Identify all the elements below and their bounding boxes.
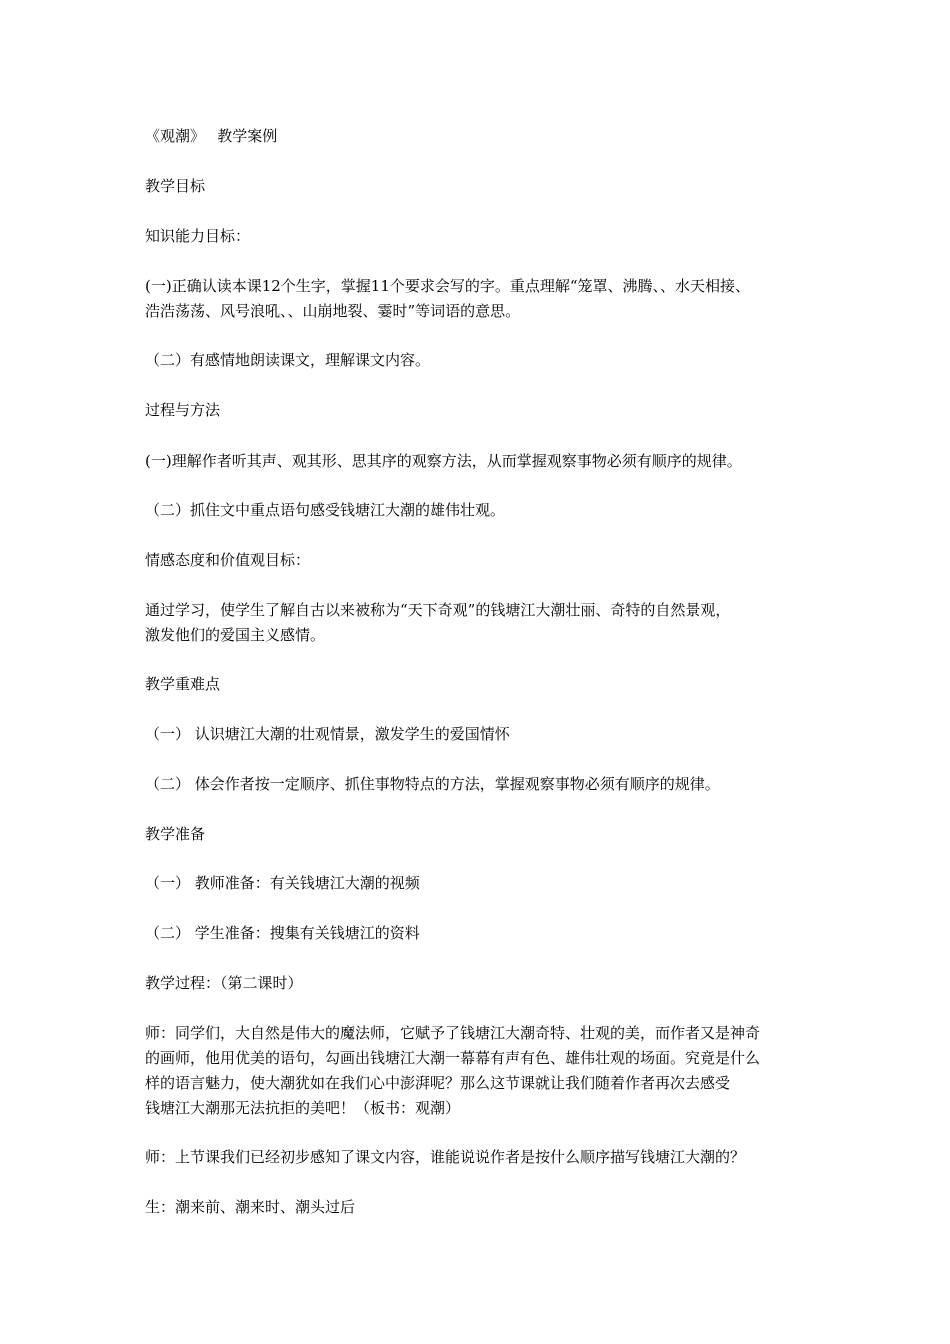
knowledge-item-2: （二）有感情地朗读课文，理解课文内容。 [145,351,431,369]
prep-heading: 教学准备 [145,825,206,843]
prep-item-2: （二） 学生准备：搜集有关钱塘江的资料 [145,924,420,942]
key-point-2: （二） 体会作者按一定顺序、抓住事物特点的方法，掌握观察事物必须有顺序的规律。 [145,775,720,793]
teacher-intro-line-2: 的画师，他用优美的语句，勾画出钱塘江大潮一幕幕有声有色、雄伟壮观的场面。究竟是什么 [145,1049,761,1067]
procedure-heading: 教学过程：（第二课时） [145,974,303,992]
process-heading: 过程与方法 [145,401,221,419]
objectives-heading: 教学目标 [145,177,206,195]
key-points-heading: 教学重难点 [145,675,221,693]
key-point-1: （一） 认识塘江大潮的壮观情景，激发学生的爱国情怀 [145,725,510,743]
knowledge-item-1-line-2: 浩浩荡荡、风号浪吼、、山崩地裂、霎时”等词语的意思。 [145,302,521,320]
prep-item-1: （一） 教师准备：有关钱塘江大潮的视频 [145,874,420,892]
process-item-2: （二）抓住文中重点语句感受钱塘江大潮的雄伟壮观。 [145,501,506,519]
teacher-intro-line-3: 样的语言魅力，使大潮犹如在我们心中澎湃呢？那么这节课就让我们随着作者再次去感受 [145,1074,731,1092]
emotion-text-line-1: 通过学习，使学生了解自古以来被称为“天下奇观”的钱塘江大潮壮丽、奇特的自然景观， [145,601,731,619]
emotion-text [145,598,810,648]
teacher-intro-line-1: 师：同学们，大自然是伟大的魔法师，它赋予了钱塘江大潮奇特、壮观的美，而作者又是神奇 [145,1024,761,1042]
teacher-intro [145,1021,810,1121]
knowledge-heading: 知识能力目标： [145,227,251,245]
emotion-text-line-2: 激发他们的爱国主义感情。 [145,626,326,644]
knowledge-item-1-line-1: (一)正确认读本课12个生字，掌握11个要求会写的字。重点理解“笼罩、沸腾、、水天相接、 [145,277,751,295]
knowledge-item-1 [145,274,810,324]
teacher-intro-line-4: 钱塘江大潮那无法抗拒的美吧！（板书：观潮） [145,1099,461,1117]
document-title: 《观潮》 教学案例 [145,127,278,145]
teacher-question: 师：上节课我们已经初步感知了课文内容，谁能说说作者是按什么顺序描写钱塘江大潮的？ [145,1148,746,1166]
emotion-heading: 情感态度和价值观目标： [145,551,311,569]
student-answer: 生：潮来前、潮来时、潮头过后 [145,1198,356,1216]
process-item-1: (一)理解作者听其声、观其形、思其序的观察方法，从而掌握观察事物必须有顺序的规律。 [145,452,742,470]
